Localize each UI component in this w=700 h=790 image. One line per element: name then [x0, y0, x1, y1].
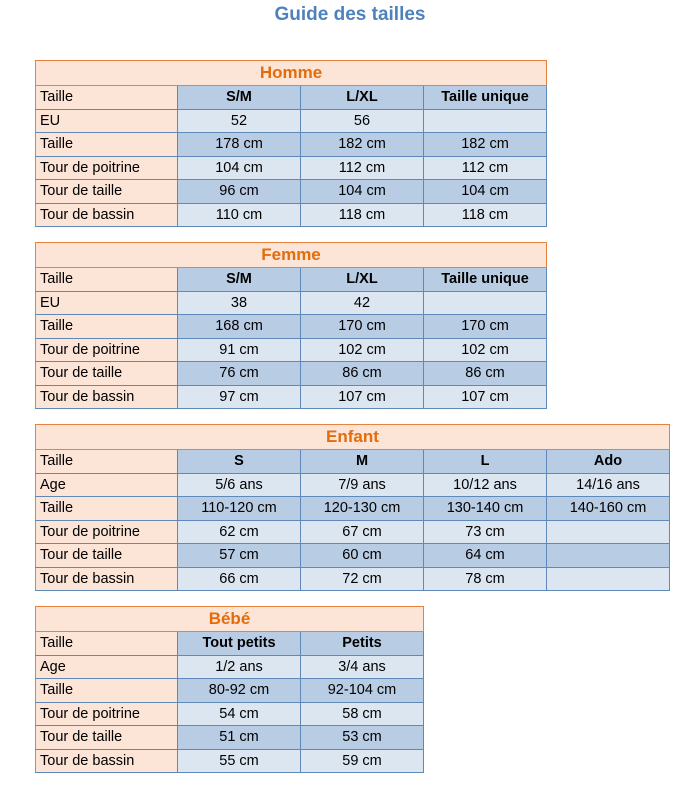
table-cell: 102 cm [301, 338, 424, 362]
table-cell: 72 cm [301, 567, 424, 591]
table-cell: 5/6 ans [178, 473, 301, 497]
table-cell: 104 cm [424, 180, 547, 204]
size-table-homme [35, 60, 547, 227]
table-row [36, 544, 670, 568]
table-row [36, 385, 547, 409]
table-row [36, 133, 547, 157]
table-cell: 66 cm [178, 567, 301, 591]
row-label: Taille [36, 679, 178, 703]
row-label: Taille [36, 86, 178, 110]
table-cell: 52 [178, 109, 301, 133]
table-row [36, 726, 424, 750]
column-header: Ado [547, 450, 670, 474]
row-label: Taille [36, 497, 178, 521]
table-cell: 140-160 cm [547, 497, 670, 521]
page-title: Guide des tailles [274, 4, 426, 25]
column-header: L/XL [301, 86, 424, 110]
row-label: Tour de taille [36, 180, 178, 204]
column-header: S [178, 450, 301, 474]
table-cell: 60 cm [301, 544, 424, 568]
table-cell: 91 cm [178, 338, 301, 362]
row-label: Tour de poitrine [36, 156, 178, 180]
row-label: EU [36, 291, 178, 315]
row-label: Tour de bassin [36, 203, 178, 227]
table-row [36, 203, 547, 227]
column-header: Taille unique [424, 86, 547, 110]
table-cell: 97 cm [178, 385, 301, 409]
table-cell: 170 cm [424, 315, 547, 339]
row-label: Tour de poitrine [36, 520, 178, 544]
table-cell: 53 cm [301, 726, 424, 750]
row-label: Tour de bassin [36, 567, 178, 591]
column-header: L [424, 450, 547, 474]
table-row [36, 180, 547, 204]
table-cell [547, 567, 670, 591]
table-cell: 118 cm [424, 203, 547, 227]
column-header: Tout petits [178, 632, 301, 656]
row-label: Tour de taille [36, 362, 178, 386]
table-row [36, 291, 547, 315]
table-cell: 56 [301, 109, 424, 133]
table-cell: 92-104 cm [301, 679, 424, 703]
table-cell: 86 cm [301, 362, 424, 386]
table-cell: 3/4 ans [301, 655, 424, 679]
table-cell: 178 cm [178, 133, 301, 157]
table-row [36, 109, 547, 133]
table-cell: 110-120 cm [178, 497, 301, 521]
table-cell: 107 cm [424, 385, 547, 409]
table-row [36, 655, 424, 679]
row-label: Taille [36, 268, 178, 292]
table-cell: 78 cm [424, 567, 547, 591]
table-cell [547, 520, 670, 544]
table-cell: 1/2 ans [178, 655, 301, 679]
table-cell: 170 cm [301, 315, 424, 339]
table-cell: 86 cm [424, 362, 547, 386]
row-label: Tour de bassin [36, 749, 178, 773]
table-cell [424, 291, 547, 315]
table-cell: 80-92 cm [178, 679, 301, 703]
table-row [36, 520, 670, 544]
header-row [36, 632, 424, 656]
column-header: Taille unique [424, 268, 547, 292]
table-cell: 102 cm [424, 338, 547, 362]
table-cell: 182 cm [424, 133, 547, 157]
row-label: Taille [36, 315, 178, 339]
table-cell: 64 cm [424, 544, 547, 568]
table-row [36, 497, 670, 521]
table-cell [547, 544, 670, 568]
table-cell: 168 cm [178, 315, 301, 339]
table-cell: 51 cm [178, 726, 301, 750]
table-row [36, 567, 670, 591]
column-header: S/M [178, 268, 301, 292]
table-cell: 67 cm [301, 520, 424, 544]
row-label: Taille [36, 133, 178, 157]
table-caption: Bébé [36, 607, 424, 632]
table-row [36, 156, 547, 180]
size-table-femme [35, 242, 547, 409]
table-cell: 59 cm [301, 749, 424, 773]
table-cell: 107 cm [301, 385, 424, 409]
table-cell: 104 cm [301, 180, 424, 204]
table-row [36, 338, 547, 362]
size-table-bebe [35, 606, 424, 773]
table-cell: 55 cm [178, 749, 301, 773]
table-cell: 118 cm [301, 203, 424, 227]
table-cell: 182 cm [301, 133, 424, 157]
table-cell: 38 [178, 291, 301, 315]
table-cell: 76 cm [178, 362, 301, 386]
row-label: Taille [36, 632, 178, 656]
row-label: Tour de taille [36, 726, 178, 750]
table-row [36, 315, 547, 339]
table-cell: 110 cm [178, 203, 301, 227]
header-row [36, 268, 547, 292]
table-cell: 57 cm [178, 544, 301, 568]
table-row [36, 362, 547, 386]
column-header: M [301, 450, 424, 474]
column-header: L/XL [301, 268, 424, 292]
row-label: EU [36, 109, 178, 133]
table-cell: 112 cm [424, 156, 547, 180]
row-label: Age [36, 473, 178, 497]
table-cell: 54 cm [178, 702, 301, 726]
table-cell: 104 cm [178, 156, 301, 180]
table-cell: 7/9 ans [301, 473, 424, 497]
row-label: Tour de taille [36, 544, 178, 568]
header-row [36, 86, 547, 110]
table-row [36, 679, 424, 703]
size-table-enfant [35, 424, 670, 591]
row-label: Age [36, 655, 178, 679]
table-row [36, 473, 670, 497]
table-cell: 42 [301, 291, 424, 315]
table-caption: Homme [36, 61, 547, 86]
row-label: Tour de poitrine [36, 702, 178, 726]
row-label: Tour de bassin [36, 385, 178, 409]
table-cell [424, 109, 547, 133]
table-cell: 10/12 ans [424, 473, 547, 497]
header-row [36, 450, 670, 474]
table-row [36, 702, 424, 726]
table-cell: 62 cm [178, 520, 301, 544]
table-cell: 14/16 ans [547, 473, 670, 497]
table-cell: 58 cm [301, 702, 424, 726]
table-row [36, 749, 424, 773]
table-cell: 96 cm [178, 180, 301, 204]
row-label: Tour de poitrine [36, 338, 178, 362]
table-cell: 130-140 cm [424, 497, 547, 521]
table-cell: 120-130 cm [301, 497, 424, 521]
column-header: Petits [301, 632, 424, 656]
table-cell: 73 cm [424, 520, 547, 544]
table-caption: Enfant [36, 425, 670, 450]
table-cell: 112 cm [301, 156, 424, 180]
row-label: Taille [36, 450, 178, 474]
column-header: S/M [178, 86, 301, 110]
table-caption: Femme [36, 243, 547, 268]
